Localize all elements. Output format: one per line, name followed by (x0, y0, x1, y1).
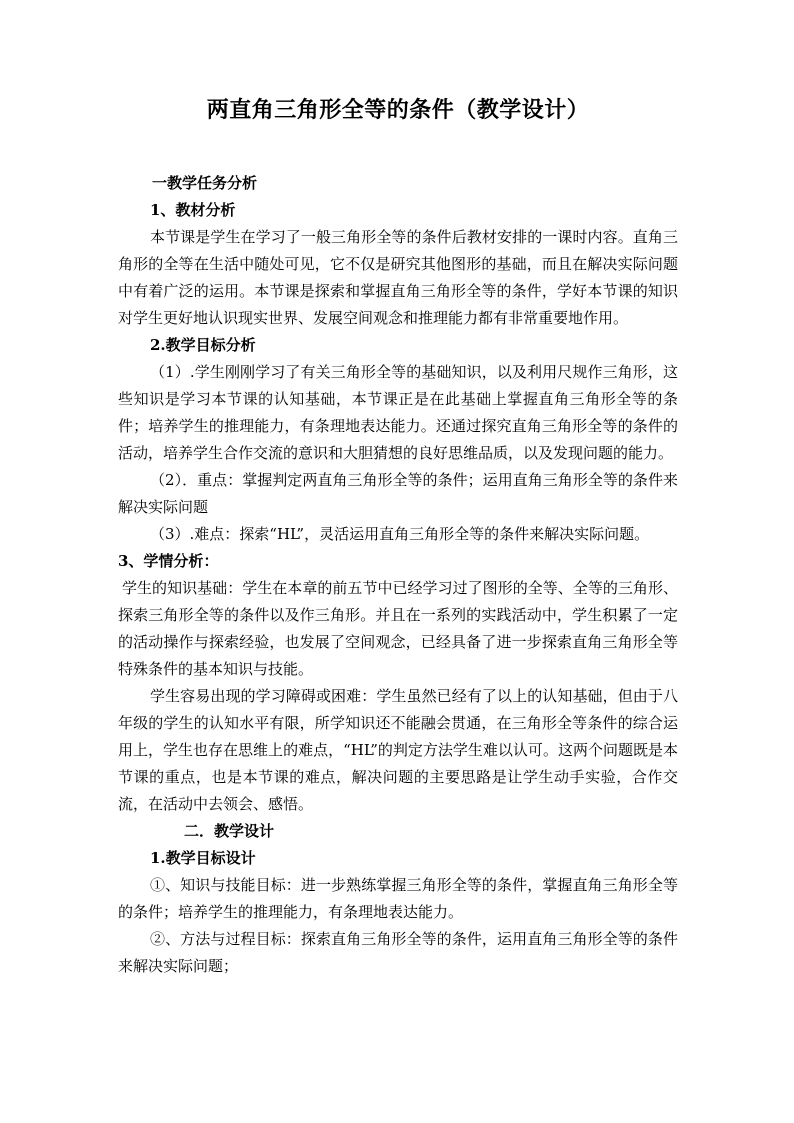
section2-heading: 二．教学设计 (184, 822, 275, 840)
sub3-paragraph-2: 学生容易出现的学习障碍或困难：学生虽然已经有了以上的认知基础，但由于八年级的学生的认知水平有限，所学知识还不能融会贯通，在三角形全等条件的综合运用上，学生也存在思维上的难点，“HL”的判定方法学生难以认可。这两个问题既是本节课的重点，也是本节课的难点，解决问题的主要思路是让学生动手实验，合作交流，在活动中去领会、感悟。 (118, 687, 678, 813)
design-item-2: ②、方法与过程目标：探索直角三角形全等的条件，运用直角三角形全等的条件来解决实际问题； (118, 930, 678, 975)
document-body (118, 170, 678, 980)
design-item-1: ①、知识与技能目标：进一步熟练掌握三角形全等的条件，掌握直角三角形全等的条件；培养学生的推理能力，有条理地表达能力。 (118, 876, 678, 921)
sub2-item-2: （2）．重点：掌握判定两直角三角形全等的条件；运用直角三角形全等的条件来解决实际问题 (118, 471, 678, 516)
design-sub1-heading: 1.教学目标设计 (150, 849, 256, 867)
sub3-heading: 3、学情分析： (118, 552, 219, 570)
sub2-item-1: （1）.学生刚刚学习了有关三角形全等的基础知识，以及利用尺规作三角形，这些知识是学习本节课的认知基础，本节课正是在此基础上掌握直角三角形全等的条件；培养学生的推理能力，有条理地表达能力。还通过探究直角三角形全等的条件的活动，培养学生合作交流的意识和大胆猜想的良好思维品质，以及发现问题的能力。 (118, 363, 678, 462)
sub1-heading: 1、教材分析 (150, 201, 236, 219)
document-title: 两直角三角形全等的条件（教学设计） (206, 97, 590, 123)
sub2-item-3: （3）.难点：探索“HL”，灵活运用直角三角形全等的条件来解决实际问题。 (150, 525, 650, 543)
section1-heading: 一教学任务分析 (152, 174, 258, 192)
sub3-paragraph-1: 学生的知识基础：学生在本章的前五节中已经学习过了图形的全等、全等的三角形、探索三角形全等的条件以及作三角形。并且在一系列的实践活动中，学生积累了一定的活动操作与探索经验，也发展了空间观念，已经具备了进一步探索直角三角形全等特殊条件的基本知识与技能。 (118, 579, 678, 678)
sub1-paragraph: 本节课是学生在学习了一般三角形全等的条件后教材安排的一课时内容。直角三角形的全等在生活中随处可见，它不仅是研究其他图形的基础，而且在解决实际问题中有着广泛的运用。本节课是探索和掌握直角三角形全等的条件，学好本节课的知识对学生更好地认识现实世界、发展空间观念和推理能力都有非常重要地作用。 (118, 228, 678, 327)
sub2-heading: 2.教学目标分析 (150, 336, 256, 354)
